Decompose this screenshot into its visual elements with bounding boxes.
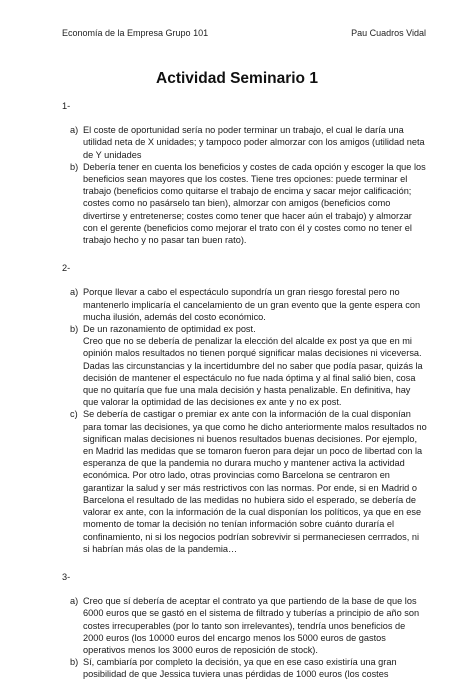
answer-list <box>62 124 428 246</box>
answer-item <box>62 161 428 246</box>
item-marker: c) <box>70 409 78 420</box>
item-text: Creo que sí debería de aceptar el contrato ya que partiendo de la base de que los 6000 euros que se gastó en el sistema de filtrado y tuberías a principio de año son costes irrecuperables (por lo tanto son irrelevantes), tendría unos beneficios de 2000 euros (los 10000 euros del encargo menos los 5000 euros de gastos operativos menos los 3000 euros de reposición de stock). <box>83 596 420 655</box>
item-marker: a) <box>70 287 79 298</box>
item-marker: a) <box>70 125 79 136</box>
item-text: De un razonamiento de optimidad ex post. Creo que no se debería de penalizar la elección del alcalde ex post ya que en mi opinión malos resultados no tienen porqué significar malas decisiones ni viceversa. Dadas las circunstancias y la incertidumbre del no saber que podía pasar, quizás la decisión de mantener el espectáculo no fue nada óptima y al final salió bien, cosa que no quitaría que fue una mala decisión y hasta penalizable. En definitiva, hay que valorar la optimidad de las decisiones ex ante y no ex post. <box>83 324 423 408</box>
item-text: Se debería de castigar o premiar ex ante con la información de la cual disponían para tomar las decisiones, ya que como he dicho anteriormente malos resultados no significan malas decisiones ni buenos resultados buenas decisiones. Por ejemplo, en Madrid las medidas que se tomaron fueron para dejar un poco de libertad con la esperanza de que la pandemia no durara mucho y mantener activa la actividad económica. Por otro lado, otras provincias como Barcelona se centraron en garantizar la salud y ser más restrictivos con las normas. Por ende, si en Madrid o Barcelona el resultado de las medidas no hubiera sido el esperado, se debería de valorar ex ante, con la información de la cual disponían los políticos, ya que en ese momento de tomar la decisión no tenían información sobre cuánto duraría el confinamiento, ni si los negocios podrían sobrevivir si permaneciesen cerrrados, ni si habrían más olas de la pandemia… <box>83 409 427 554</box>
page-header <box>62 28 426 38</box>
item-text: Porque llevar a cabo el espectáculo supondría un gran riesgo forestal pero no mantenerlo implicaría el cancelamiento de un gran evento que la gente espera con mucha ilusión, además del costo económico. <box>83 287 421 322</box>
item-marker: a) <box>70 596 79 607</box>
answer-item <box>62 408 428 554</box>
section-2 <box>62 262 428 555</box>
document-title: Actividad Seminario 1 <box>156 70 318 87</box>
answer-list <box>62 286 428 554</box>
section-number: 2- <box>62 263 71 274</box>
header-course: Economía de la Empresa Grupo 101 <box>62 28 209 38</box>
answer-list <box>62 595 428 680</box>
item-text: El coste de oportunidad sería no poder terminar un trabajo, el cual le daría una utilidad neta de X unidades; y tampoco poder almorzar con los amigos (utilidad neta de Y unidades <box>83 125 425 160</box>
answer-item <box>62 286 428 323</box>
answer-item <box>62 595 428 656</box>
item-marker: b) <box>70 657 79 668</box>
answer-item <box>62 656 428 680</box>
answer-item <box>62 323 428 408</box>
item-text: Debería tener en cuenta los beneficios y costes de cada opción y escoger la que los beneficios sean mayores que los costes. Tiene tres opciones: puede terminar el trabajo (beneficios como quitarse el trabajo de encima y sacar mejor calificación; costes como no pasárselo tan bien), almorzar con amigos (beneficios como divertirse y entretenerse; costes como tener que hacer aún el trabajo) y almorzar con el gerente (beneficios como mejorar el trato con él y costes como no tener el trabajo hecho y no pasar tan buen rato). <box>83 161 426 246</box>
item-marker: b) <box>70 161 79 172</box>
section-3 <box>62 571 428 681</box>
document-body <box>62 100 428 681</box>
header-author: Pau Cuadros Vidal <box>351 28 426 38</box>
section-number: 3- <box>62 571 71 582</box>
section-number: 1- <box>62 101 71 111</box>
item-text: Sí, cambiaría por completo la decisión, ya que en ese caso existiría una gran posibilidad de que Jessica tuviera unas pérdidas de 1000 euros (los costes <box>83 657 397 680</box>
section-1 <box>62 100 428 246</box>
item-marker: b) <box>70 324 79 335</box>
answer-item <box>62 124 428 161</box>
